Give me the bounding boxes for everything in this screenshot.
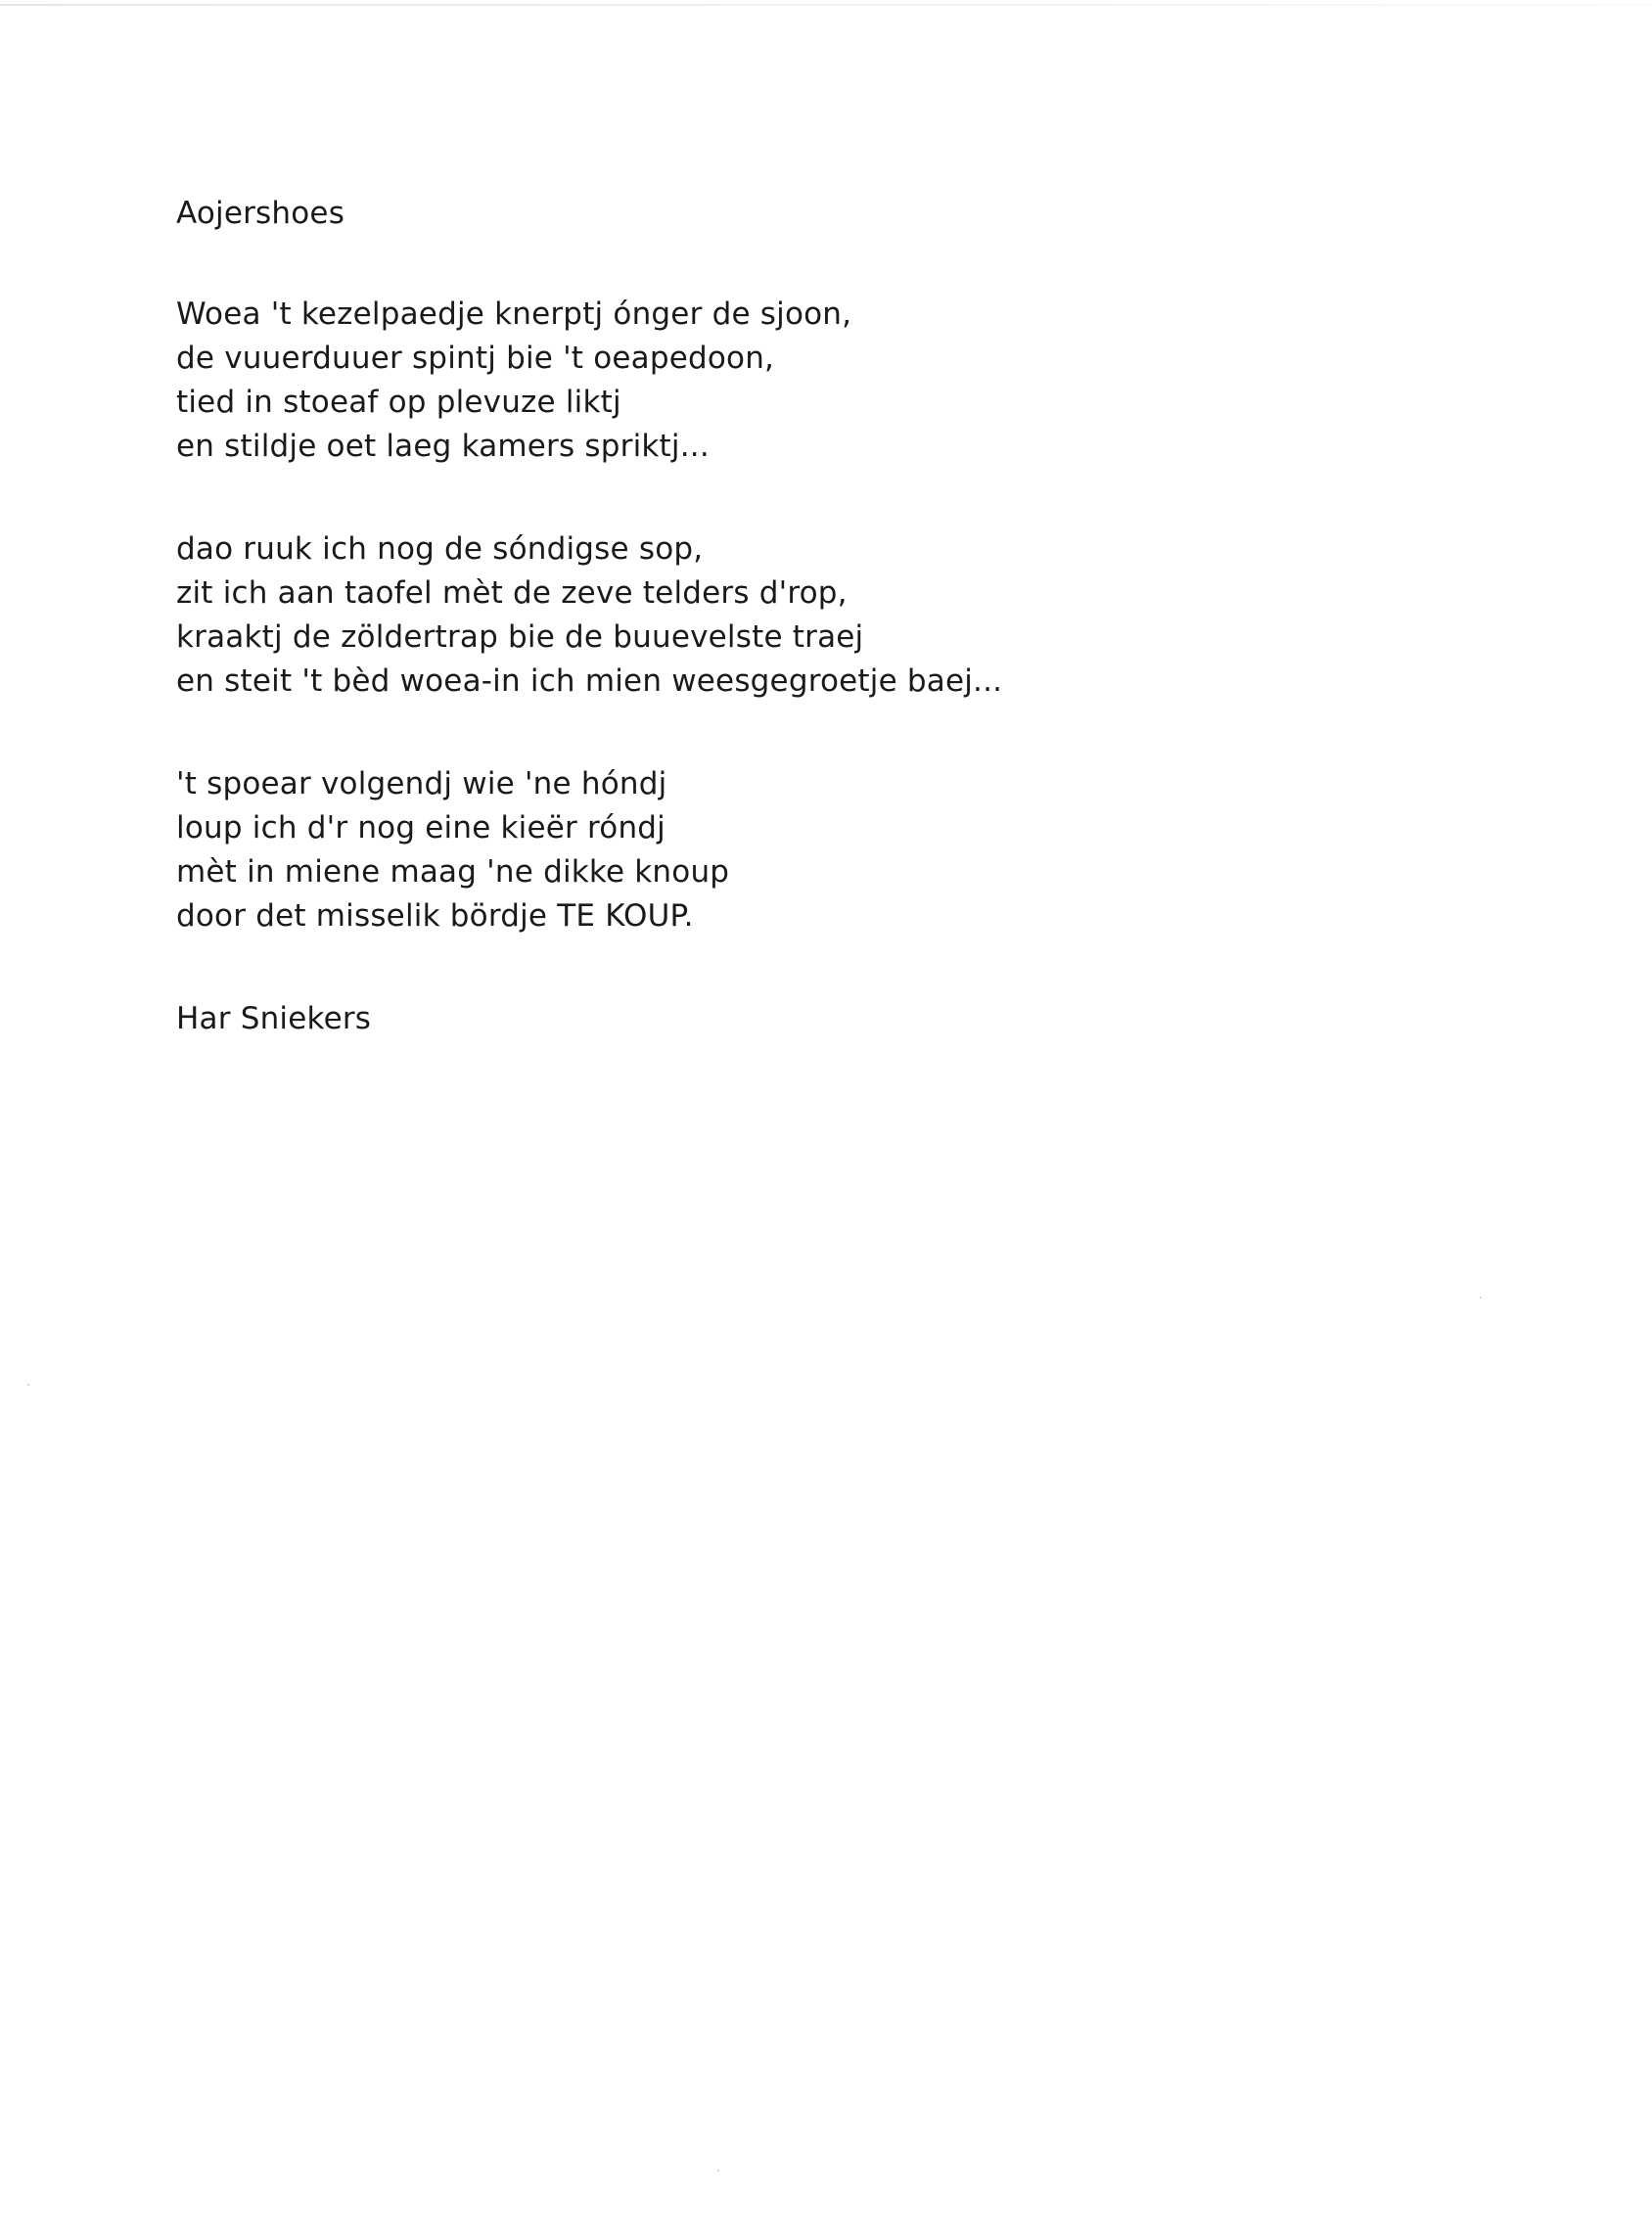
poem-line: mèt in miene maag 'ne dikke knoup (176, 854, 730, 890)
scan-speck (1480, 1297, 1482, 1299)
poem-line: kraaktj de zöldertrap bie de buuevelste traej (176, 619, 864, 655)
poem-line: zit ich aan taofel mèt de zeve telders d'rop, (176, 575, 848, 611)
stanza-3 (176, 762, 1448, 938)
poem-line: loup ich d'r nog eine kieër róndj (176, 810, 665, 846)
poem-line: 't spoear volgendj wie 'ne hóndj (176, 766, 667, 801)
stanza-1 (176, 293, 1448, 469)
poem-line: en steit 't bèd woea-in ich mien weesgegroetje baej... (176, 663, 1003, 699)
stanza-2 (176, 527, 1448, 704)
poem-line: door det misselik bördje TE KOUP. (176, 898, 694, 934)
poem-line: tied in stoeaf op plevuze liktj (176, 385, 621, 420)
poem-title: Aojershoes (176, 196, 345, 231)
scan-edge (0, 4, 1652, 6)
poem-line: de vuuerduuer spintj bie 't oeapedoon, (176, 341, 775, 376)
scan-speck (717, 2170, 719, 2171)
poem-line: en stildje oet laeg kamers spriktj... (176, 429, 710, 464)
poem-line: Woea 't kezelpaedje knerptj ónger de sjoon, (176, 297, 852, 332)
poem (176, 192, 1448, 1041)
poem-line: dao ruuk ich nog de sóndigse sop, (176, 531, 704, 567)
author-name: Har Sniekers (176, 1001, 372, 1036)
scan-speck (27, 1384, 29, 1386)
